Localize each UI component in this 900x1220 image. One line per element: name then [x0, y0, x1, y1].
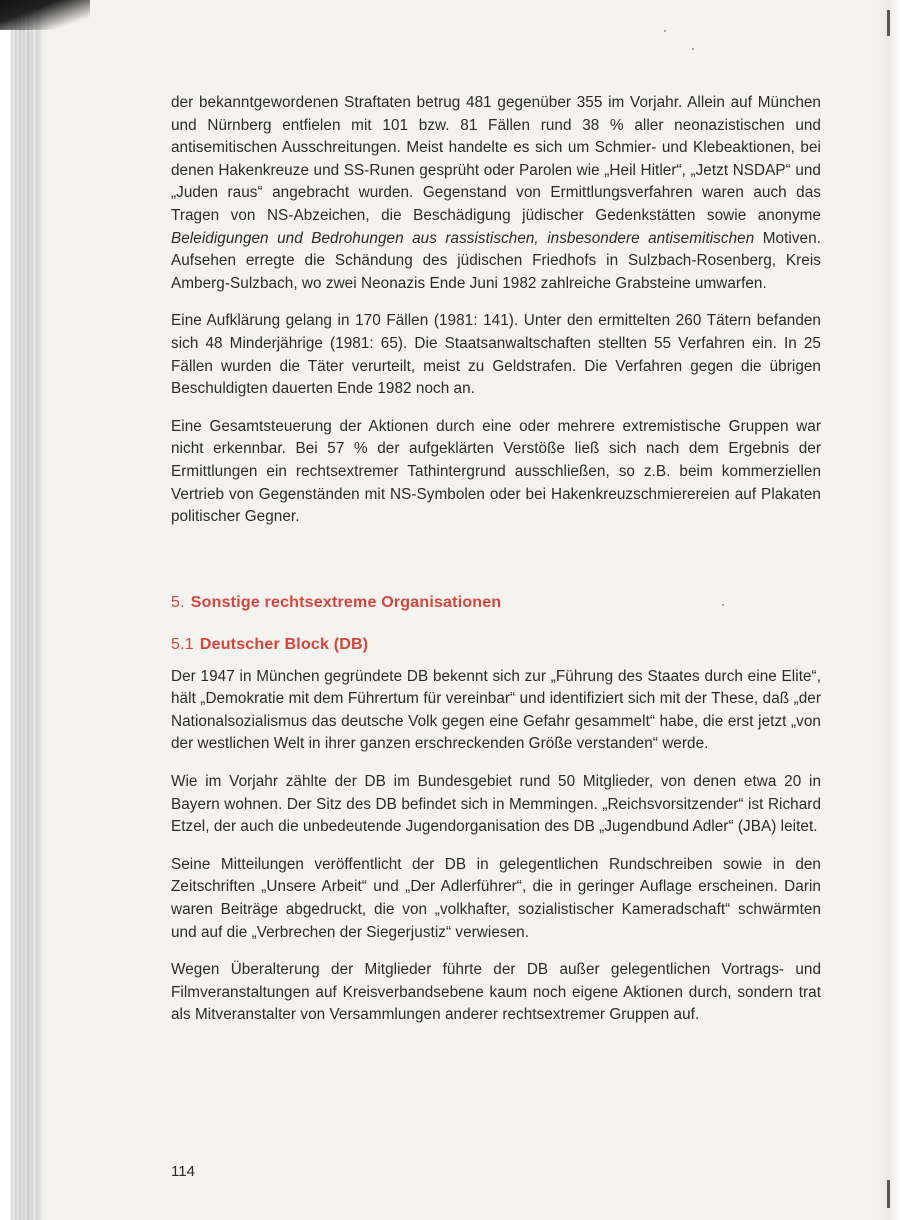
paragraph: Wie im Vorjahr zählte der DB im Bundesgebiet rund 50 Mitglieder, von denen etwa 20 in Bayern wohnen. Der Sitz des DB befindet sich in Memmingen. „Reichsvorsitzender“ ist Richard Etzel, der auch die unbedeutende Jugendorganisation des DB „Jugendbund Adler“ (JBA) leitet.: [171, 773, 821, 836]
dust-speck: [692, 48, 694, 50]
section-heading: [171, 594, 821, 612]
italic-phrase: Beleidigungen und Bedrohungen aus rassistischen, insbesondere antisemitischen: [171, 229, 755, 247]
section-title: Sonstige rechtsextreme Organisationen: [190, 593, 502, 611]
text-column: [171, 92, 821, 1042]
paragraph: Eine Aufklärung gelang in 170 Fällen (1981: 141). Unter den ermittelten 260 Tätern befanden sich 48 Minderjährige (1981: 65). Die Staatsanwaltschaften stellten 55 Verfahren ein. In 25 Fällen wurden die Täter verurteilt, meist zu Geldstrafen. Die Verfahren gegen die übrigen Beschuldigten dauerten Ende 1982 noch an.: [171, 312, 821, 398]
section-number: 5.: [171, 593, 185, 611]
book-spine-edge: [0, 0, 48, 1220]
right-page-edge: [878, 0, 900, 1220]
dust-speck: [664, 30, 666, 32]
paragraph-text: der bekanntgewordenen Straftaten betrug 481 gegenüber 355 im Vorjahr. Allein auf München und Nürnberg entfielen mit 101 bzw. 81 Fällen rund 38 % aller neonazistischen und antisemitischen Ausschreitungen. Meist handelte es sich um Schmier- und Klebeaktionen, bei denen Hakenkreuze und SS-Runen gesprüht oder Parolen wie „Heil Hitler“, „Jetzt NSDAP“ und „Juden raus“ angebracht wurden. Gegenstand von Ermittlungsverfahren waren auch das Tragen von NS-Abzeichen, die Beschädigung jüdischer Gedenkstätten sowie anonyme: [171, 94, 821, 224]
spine-shadow: [0, 0, 90, 30]
paragraph-text: Motiven. Aufsehen erregte die Schändung des jüdischen Friedhofs in Sulzbach-Rosenberg, Kreis Amberg-Sulzbach, wo zwei Neonazis Ende Juni 1982 zahlreiche Grabsteine umwarfen.: [171, 229, 821, 292]
subsection-title: Deutscher Block (DB): [199, 635, 369, 653]
edge-mark: [887, 1180, 890, 1208]
paragraph: Seine Mitteilungen veröffentlicht der DB in gelegentlichen Rundschreiben sowie in den Zeitschriften „Unsere Arbeit“ und „Der Adlerführer“, die in geringer Auflage erscheinen. Darin waren Beiträge abgedruckt, die von „volkhafter, sozialistischer Kameradschaft“ schwärmten und auf die „Verbrechen der Siegerjustiz“ verwiesen.: [171, 855, 821, 941]
paragraph: [171, 92, 821, 295]
page-number: 114: [171, 1163, 195, 1180]
paragraph: Der 1947 in München gegründete DB bekennt sich zur „Führung des Staates durch eine Elite“, hält „Demokratie mit dem Führertum für vereinbar“ und identifiziert sich mit der These, daß „der Nationalsozialismus das deutsche Volk gegen eine Gefahr gesammelt“ habe, die erst jetzt „von der westlichen Welt in ihrer ganzen erschreckenden Größe verstanden“ werde.: [171, 667, 821, 753]
paragraph: Eine Gesamtsteuerung der Aktionen durch eine oder mehrere extremistische Gruppen war nicht erkennbar. Bei 57 % der aufgeklärten Verstöße ließ sich nach dem Ergebnis der Ermittlungen ein rechtsextremer Tathintergrund ausschließen, so z.B. beim kommerziellen Vertrieb von Gegenständen mit NS-Symbolen oder bei Hakenkreuzschmierereien auf Plakaten politischer Gegner.: [171, 417, 821, 526]
subsection-number: 5.1: [171, 635, 194, 653]
subsection-heading: [171, 636, 821, 654]
paragraph: Wegen Überalterung der Mitglieder führte der DB außer gelegentlichen Vortrags- und Filmveranstaltungen auf Kreisverbandsebene kaum noch eigene Aktionen durch, sondern trat als Mitveranstalter von Versammlungen anderer rechtsextremer Gruppen auf.: [171, 961, 821, 1024]
edge-mark: [887, 10, 890, 36]
